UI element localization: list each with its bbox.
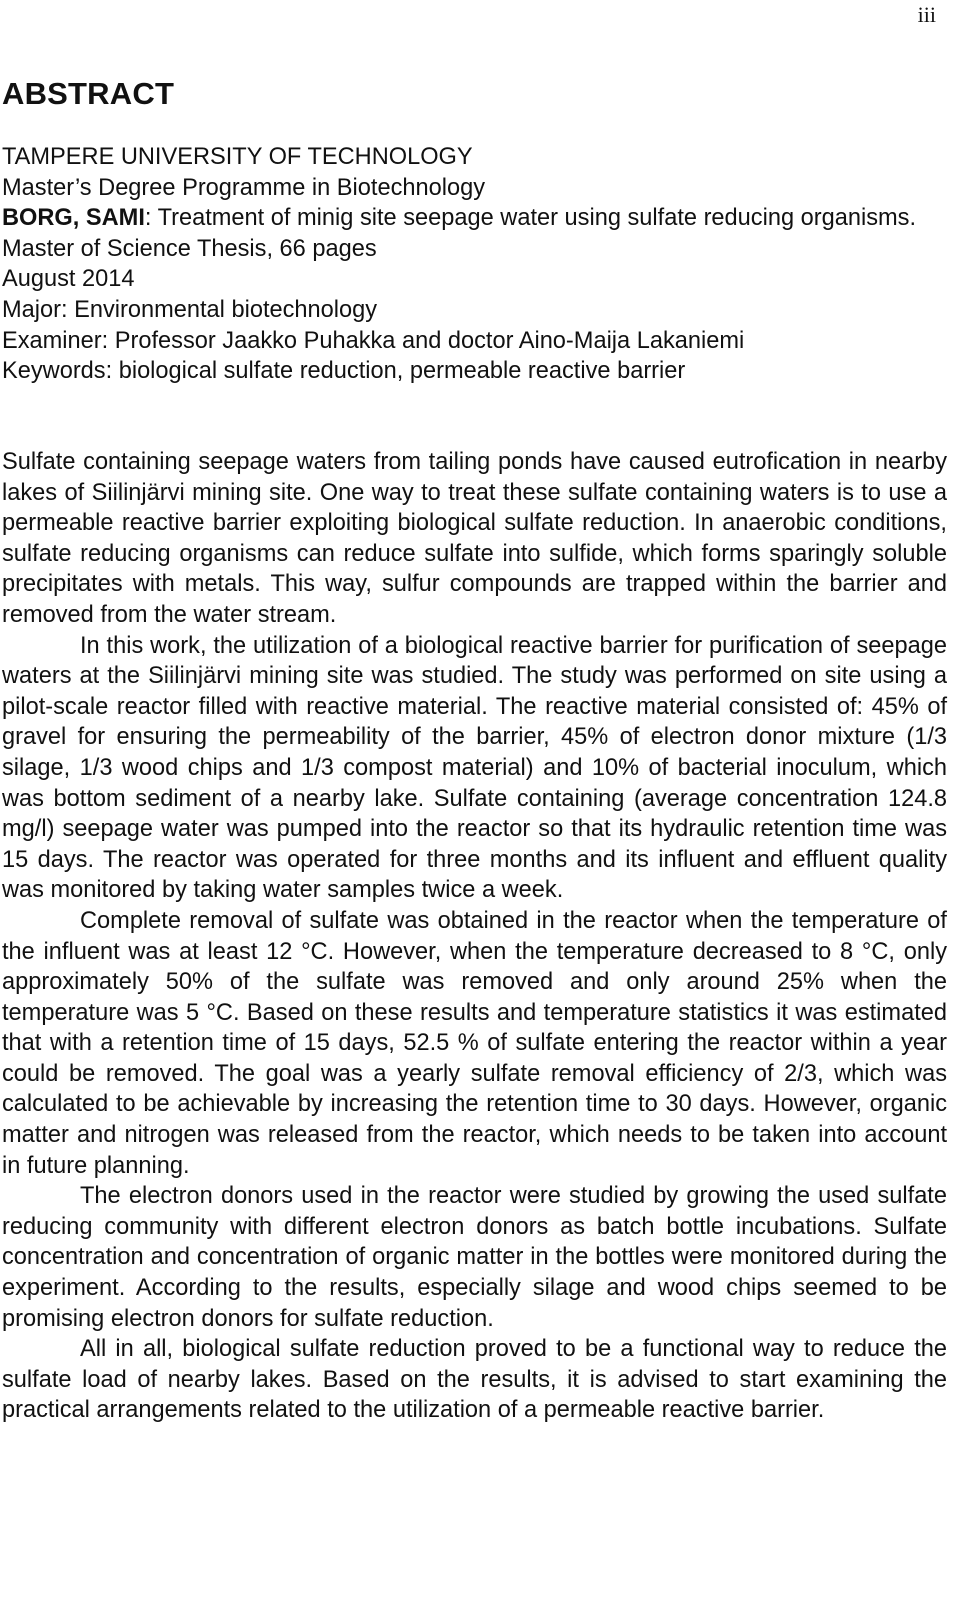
- abstract-paragraph-5: All in all, biological sulfate reduction proved to be a functional way to reduce the sulfate load of nearby lakes. Based on the results, it is advised to start examining the practical arrangements related to the utilization of a permeable reactive barrier.: [2, 1336, 947, 1424]
- keywords-line: Keywords: biological sulfate reduction, permeable reactive barrier: [2, 358, 686, 385]
- abstract-body: [2, 447, 947, 1426]
- thesis-info-line: Master of Science Thesis, 66 pages: [2, 235, 377, 262]
- thesis-metadata: [2, 142, 947, 387]
- programme-line: Master’s Degree Programme in Biotechnology: [2, 174, 486, 201]
- abstract-heading: ABSTRACT: [2, 76, 175, 111]
- abstract-paragraph-4: The electron donors used in the reactor were studied by growing the used sulfate reducing community with different electron donors as batch bottle incubations. Sulfate concentration and concentration of organic matter in the bottles were monitored during the experiment. According to the results, especially silage and wood chips seemed to be promising electron donors for sulfate reduction.: [2, 1183, 947, 1332]
- abstract-paragraph-2: In this work, the utilization of a biological reactive barrier for purification of seepage waters at the Siilinjärvi mining site was studied. The study was performed on site using a pilot-scale reactor filled with reactive material. The reactive material consisted of: 45% of gravel for ensuring the permeability of the barrier, 45% of electron donor mixture (1/3 silage, 1/3 wood chips and 1/3 compost material) and 10% of bacterial inoculum, which was bottom sediment of a nearby lake. Sulfate containing (average concentration 124.8 mg/l) seepage water was pumped into the reactor so that its hydraulic retention time was 15 days. The reactor was operated for three months and its influent and effluent quality was monitored by taking water samples twice a week.: [2, 632, 947, 904]
- author-name: BORG, SAMI: [2, 205, 145, 232]
- date-line: August 2014: [2, 266, 135, 293]
- university-line: TAMPERE UNIVERSITY OF TECHNOLOGY: [2, 144, 473, 170]
- examiner-line: Examiner: Professor Jaakko Puhakka and doctor Aino-Maija Lakaniemi: [2, 327, 745, 354]
- page-number: iii: [917, 2, 936, 27]
- author-title-line: [2, 203, 947, 234]
- major-line: Major: Environmental biotechnology: [2, 296, 378, 323]
- abstract-paragraph-3: Complete removal of sulfate was obtained in the reactor when the temperature of the influent was at least 12 °C. However, when the temperature decreased to 8 °C, only approximately 50% of the sulfate was removed and only around 25% when the temperature was 5 °C. Based on these results and temperature statistics it was estimated that with a retention time of 15 days, 52.5 % of sulfate entering the reactor within a year could be removed. The goal was a yearly sulfate removal efficiency of 2/3, which was calculated to be achievable by increasing the retention time to 30 days. However, organic matter and nitrogen was released from the reactor, which needs to be taken into account in future planning.: [2, 907, 947, 1179]
- abstract-paragraph-1: Sulfate containing seepage waters from tailing ponds have caused eutrofication in nearby lakes of Siilinjärvi mining site. One way to treat these sulfate containing waters is to use a permeable reactive barrier exploiting biological sulfate reduction. In anaerobic conditions, sulfate reducing organisms can reduce sulfate into sulfide, which forms sparingly soluble precipitates with metals. This way, sulfur compounds are trapped within the barrier and removed from the water stream.: [2, 449, 947, 628]
- thesis-title: : Treatment of minig site seepage water using sulfate reducing organisms.: [144, 205, 917, 232]
